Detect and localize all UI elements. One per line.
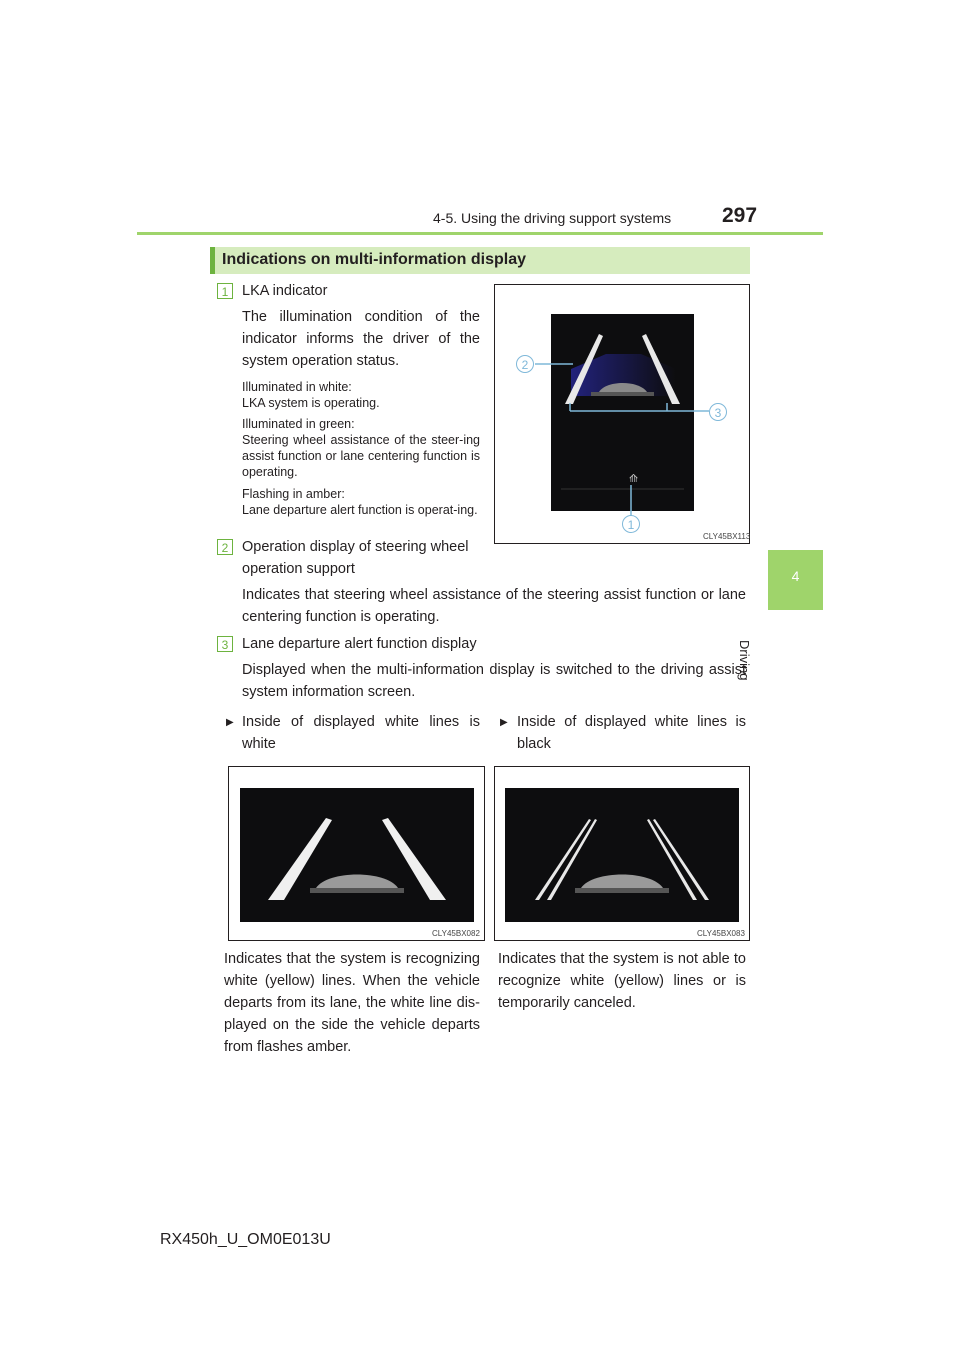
variant-black-heading: Inside of displayed white lines is black [517, 714, 746, 752]
state-green-text: Steering wheel assistance of the steer-ing assist function or lane centering function is operating. [242, 433, 480, 479]
chapter-tab-number: 4 [791, 568, 800, 584]
state-green [242, 416, 480, 480]
variant-white-description: Indicates that the system is recognizing white (yellow) lines. When the vehicle departs from its lane, the white line dis-played on the side the vehicle departs from flashes amber. [224, 951, 480, 1055]
item-3-body: Displayed when the multi-information display is switched to the driving assist system information screen. [242, 662, 746, 700]
chapter-tab-label: Driving [737, 640, 752, 681]
header-rule [137, 232, 823, 235]
item-3-title: Lane departure alert function display [242, 636, 477, 652]
bullet-arrow-icon: ▶ [500, 717, 508, 728]
variant-white-figure [228, 766, 485, 941]
main-figure-caption: CLY45BX113 [703, 532, 751, 541]
white-lines-graphic [240, 788, 474, 922]
callout-1: 1 [622, 515, 640, 533]
main-figure [494, 284, 750, 544]
lka-indicator-icon: ⟰ [629, 472, 639, 485]
bullet-arrow-icon: ▶ [226, 717, 234, 728]
document-code: RX450h_U_OM0E013U [160, 1231, 331, 1248]
item-number-2: 2 [217, 539, 233, 555]
variant-white-heading: Inside of displayed white lines is white [242, 714, 480, 752]
section-heading: Indications on multi-information display [222, 251, 527, 268]
callout-2: 2 [516, 355, 534, 373]
variant-black-caption: CLY45BX083 [697, 929, 745, 938]
callout-3: 3 [709, 403, 727, 421]
lane-display-white [240, 788, 474, 922]
state-white [242, 379, 480, 411]
state-white-text: LKA system is operating. [242, 396, 380, 410]
page-number: 297 [722, 204, 758, 227]
item-1-body: The illumination condition of the indicator informs the driver of the system operation status. [242, 309, 480, 369]
state-amber-label: Flashing in amber: [242, 487, 345, 501]
state-green-label: Illuminated in green: [242, 417, 355, 431]
item-number-3: 3 [217, 636, 233, 652]
variant-black-description: Indicates that the system is not able to recognize white (yellow) lines or is temporarily canceled. [498, 951, 746, 1011]
item-number-1: 1 [217, 283, 233, 299]
item-2-body: Indicates that steering wheel assistance of the steering assist function or lane centering function is operating. [242, 587, 746, 625]
lane-display-black [505, 788, 739, 922]
header-section-title: 4-5. Using the driving support systems [433, 210, 672, 226]
state-white-label: Illuminated in white: [242, 380, 352, 394]
item-1-title: LKA indicator [242, 283, 328, 299]
item-2-title: Operation display of steering wheel operation support [242, 539, 469, 577]
black-lines-graphic [505, 788, 739, 922]
state-amber [242, 486, 480, 518]
state-amber-text: Lane departure alert function is operat-ing. [242, 503, 478, 517]
variant-white-caption: CLY45BX082 [432, 929, 480, 938]
variant-black-figure [494, 766, 750, 941]
